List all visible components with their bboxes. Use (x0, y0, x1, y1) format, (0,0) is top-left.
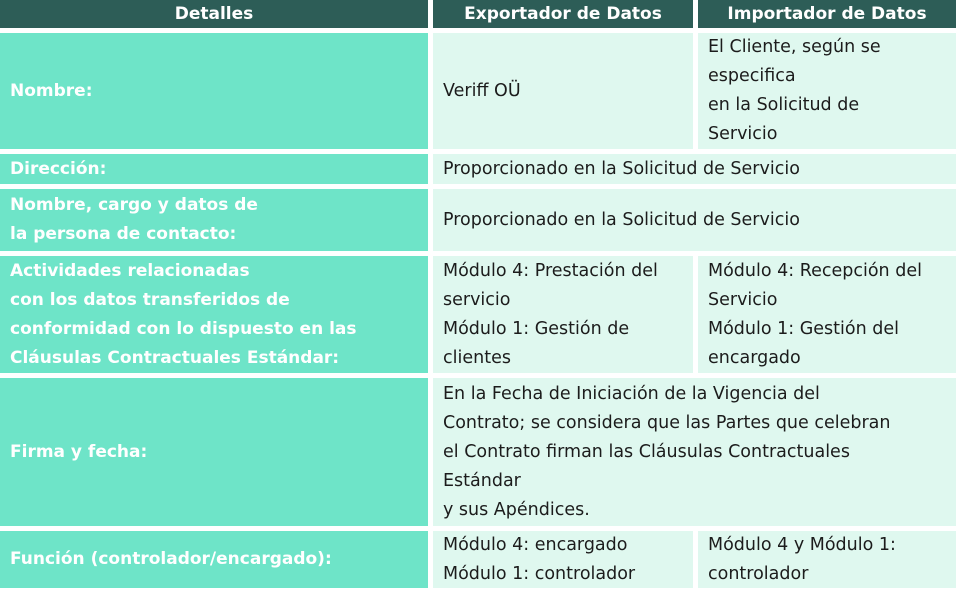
contact-value (433, 189, 956, 251)
exporter-role-text: Módulo 4: encargado Módulo 1: controlador (443, 534, 636, 584)
row-label-address-text: Dirección: (10, 158, 107, 179)
row-label-contact (0, 189, 428, 251)
header-exporter-text: Exportador de Datos (464, 4, 662, 24)
row-label-contact-text: Nombre, cargo y datos de la persona de contacto: (10, 195, 258, 244)
importer-name (698, 33, 956, 149)
signature-value (433, 378, 956, 526)
exporter-activities-text: Módulo 4: Prestación del servicio Módulo 1: Gestión de clientes (443, 260, 658, 368)
importer-activities-text: Módulo 4: Recepción del Servicio Módulo 1: Gestión del encargado (708, 260, 922, 368)
importer-role (698, 531, 956, 588)
header-details-text: Detalles (174, 4, 254, 24)
exporter-name (433, 33, 693, 149)
row-label-role (0, 531, 428, 588)
exporter-role (433, 531, 693, 588)
address-value (433, 154, 956, 184)
row-label-role-text: Función (controlador/encargado): (10, 549, 332, 569)
row-label-name-text: Nombre: (10, 80, 93, 101)
row-label-address (0, 154, 428, 184)
header-importer-text: Importador de Datos (727, 4, 927, 24)
exporter-name-text: Veriff OÜ (443, 80, 521, 101)
row-label-name (0, 33, 428, 149)
importer-name-text: El Cliente, según se especifica en la Solicitud de Servicio (708, 37, 881, 144)
row-label-signature (0, 378, 428, 526)
importer-activities (698, 256, 956, 373)
exporter-activities (433, 256, 693, 373)
row-label-activities (0, 256, 428, 373)
header-exporter (433, 0, 693, 28)
row-label-activities-text: Actividades relacionadas con los datos transferidos de conformidad con lo dispuesto en las Cláusulas Contractuales Estándar: (10, 260, 357, 368)
signature-value-text: En la Fecha de Iniciación de la Vigencia del Contrato; se considera que las Partes que celebran el Contrato firman las Cláusulas Contractuales Estándar y sus Apéndices. (443, 383, 891, 520)
header-details (0, 0, 428, 28)
contact-value-text: Proporcionado en la Solicitud de Servicio (443, 209, 800, 230)
importer-role-text: Módulo 4 y Módulo 1: controlador (708, 534, 896, 584)
address-value-text: Proporcionado en la Solicitud de Servicio (443, 158, 800, 179)
row-label-signature-text: Firma y fecha: (10, 441, 148, 462)
header-importer (698, 0, 956, 28)
